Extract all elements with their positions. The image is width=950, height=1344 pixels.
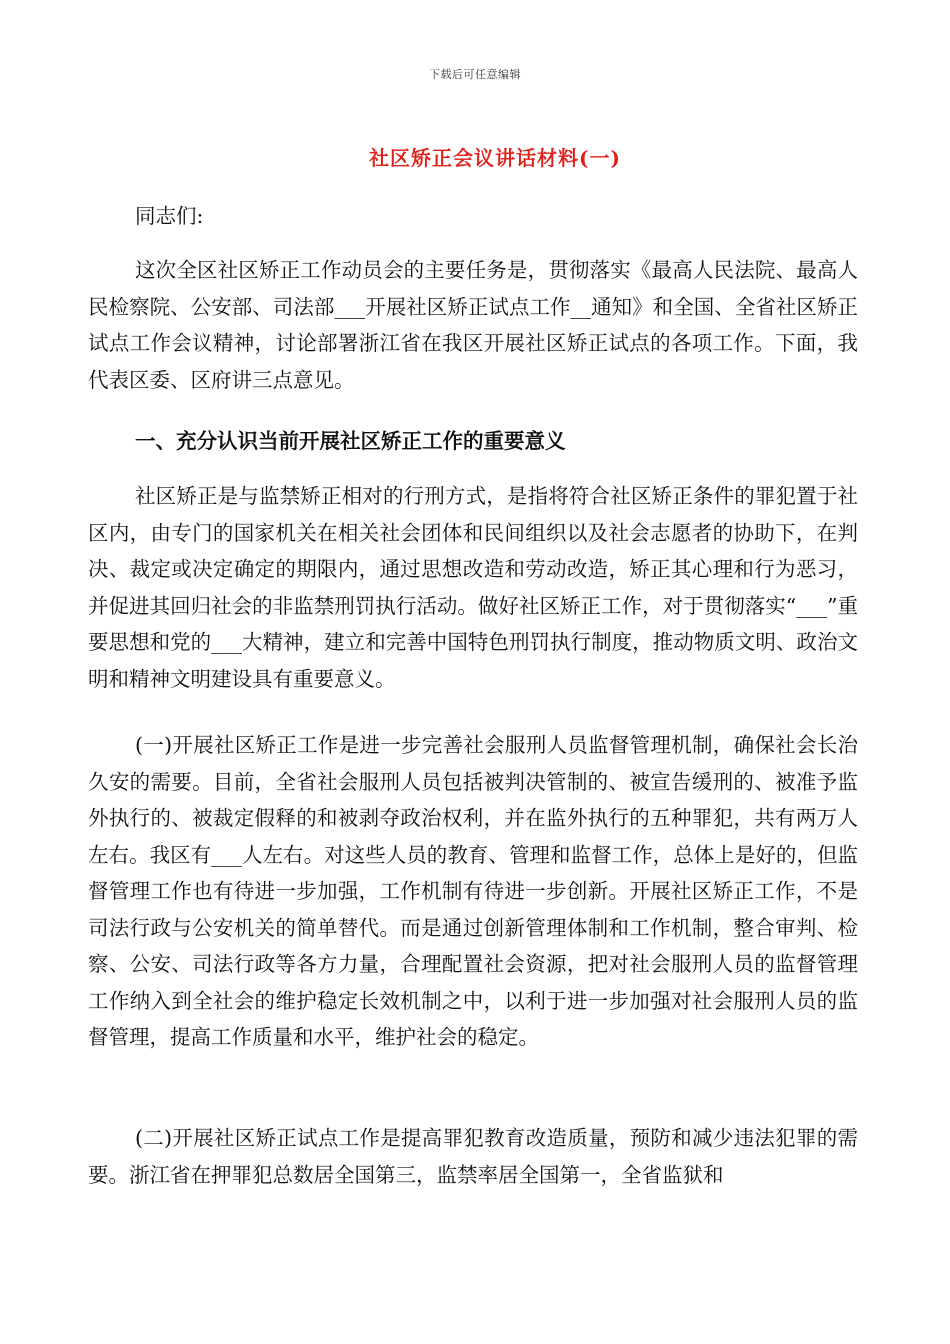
paragraph-point-1: (一)开展社区矫正工作是进一步完善社会服刑人员监督管理机制，确保社会长治久安的需要。目前，全省社会服刑人员包括被判决管制的、被宣告缓刑的、被准予监外执行的、被裁定假释的和被剥夺政治权利，并在监外执行的五种罪犯，共有两万人左右。我区有___人左右。对这些人员的教育、管理和监督工作，总体上是好的，但监督管理工作也有待进一步加强，工作机制有待进一步创新。开展社区矫正工作，不是司法行政与公安机关的简单替代。而是通过创新管理体制和工作机制，整合审判、检察、公安、司法行政等各方力量，合理配置社会资源，把对社会服刑人员的监督管理工作纳入到全社会的维护稳定长效机制之中，以利于进一步加强对社会服刑人员的监督管理，提高工作质量和水平，维护社会的稳定。: [88, 733, 858, 1049]
paragraph-point-2: (二)开展社区矫正试点工作是提高罪犯教育改造质量，预防和减少违法犯罪的需要。浙江省在押罪犯总数居全国第三，监禁率居全国第一，全省监狱和: [88, 1126, 858, 1187]
section-heading-1: 一、充分认识当前开展社区矫正工作的重要意义: [135, 429, 566, 453]
header-note: 下载后可任意编辑: [429, 68, 521, 81]
paragraph-intro: 这次全区社区矫正工作动员会的主要任务是，贯彻落实《最高人民法院、最高人民检察院、公安部、司法部___开展社区矫正试点工作__通知》和全国、全省社区矫正试点工作会议精神，讨论部署浙江省在我区开展社区矫正试点的各项工作。下面，我代表区委、区府讲三点意见。: [88, 258, 858, 392]
salutation: 同志们:: [135, 204, 204, 228]
paragraph-definition: 社区矫正是与监禁矫正相对的行刑方式，是指将符合社区矫正条件的罪犯置于社区内，由专门的国家机关在相关社会团体和民间组织以及社会志愿者的协助下，在判决、裁定或决定确定的期限内，通过思想改造和劳动改造，矫正其心理和行为恶习，并促进其回归社会的非监禁刑罚执行活动。做好社区矫正工作，对于贯彻落实“___”重要思想和党的___大精神，建立和完善中国特色刑罚执行制度，推动物质文明、政治文明和精神文明建设具有重要意义。: [88, 484, 858, 691]
document-title: 社区矫正会议讲话材料(一): [369, 146, 621, 170]
